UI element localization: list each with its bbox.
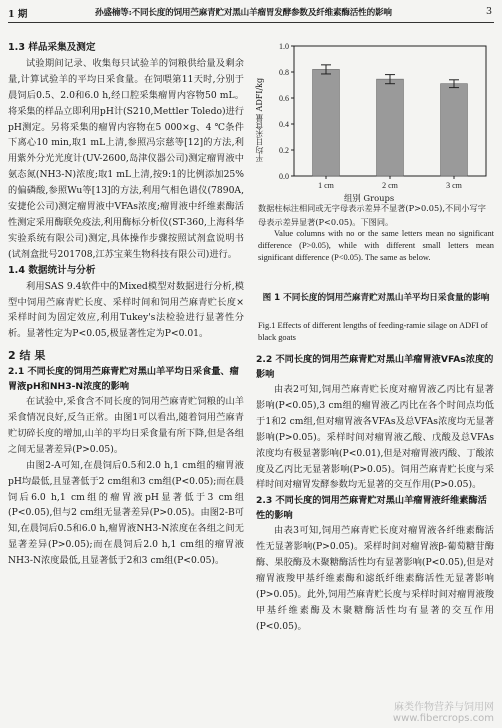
journal-issue: 1 期 — [8, 9, 28, 20]
section-1-4-heading: 1.4 数据统计与分析 — [8, 264, 96, 276]
running-title: 孙盛楠等:不同长度的饲用苎麻青贮对黑山羊瘤胃发酵参数及纤维素酶活性的影响 — [95, 8, 392, 18]
header-rule — [8, 22, 494, 23]
watermark — [393, 702, 494, 724]
x-axis-label: 组别 Groups — [344, 193, 395, 203]
bar-1cm — [313, 69, 340, 176]
x-tick-label: 3 cm — [446, 181, 462, 190]
section-1-3-text: 试验期间记录、收集每只试验羊的饲粮供给量及剩余量,计算试验羊的平均日采食量。在饲喂第11天时,分别于晨饲后0.5、2.0和6.0 h,经口腔采集瘤胃内容物50 mL。将采集的样品立即利用pH计(S210,Mettler Toledo)进行pH测定。另将采集的瘤胃内容物在5 000×g、4 ℃条件下离心10 min,取1 mL上清,参照冯宗慈等[12]的方法,利用紫外分光光度计(UV-2600,岛津仪器公司)测定瘤胃液中氨态氮(NH3-N)浓度;取1 mL上清,按9:1的比例添加25%的偏磷酸,参照Wu等[13]的方法,利用气相色谱仪(7890A,安捷伦公司)测定瘤胃液中VFAs浓度;瘤胃液中纤维素酶活性测定采用酶联免疫法,利用酶标分析仪(ST-360,上海科华实验系统有限公司)测定,具体操作步骤按照试剂盒说明书(试剂盒批号201708,江苏宝莱生物科技有限公司)进行。 — [8, 57, 244, 260]
section-2-3-text: 由表3可知,饲用苎麻青贮长度对瘤胃液各纤维素酶活性无显著影响(P>0.05)。采样时间对瘤胃液β-葡萄糖苷酶酶、果胶酶及木聚糖酶活性均有显著影响(P<0.05),但是对瘤胃液羧甲基纤维素酶和滤纸纤维素酶活性无显著影响(P>0.05)。此外,饲用苎麻青贮长度与采样时间对瘤胃液羧甲基纤维素酶及木聚糖酶活性均有显著的交互作用(P<0.05)。 — [256, 525, 494, 632]
figure-1-caption-zh: 图 1 不同长度的饲用苎麻青贮对黑山羊平均日采食量的影响 — [262, 293, 490, 303]
page-number: 3 — [485, 6, 492, 17]
y-axis-label: 平均日采食量 ADFI/kg — [255, 77, 264, 163]
section-1-3-heading: 1.3 样品采集及测定 — [8, 42, 96, 53]
watermark-line-1: 麻类作物营养与饲用网 — [394, 702, 494, 713]
section-1-4-text: 利用SAS 9.4软件中的Mixed模型对数据进行分析,模型中饲用苎麻青贮长度、采样时间和饲用苎麻青贮长度×采样时间为固定效应,利用Tukey's法检验进行显著性分析。显著性定为P<0.05,极显著性定为P<0.01。 — [8, 280, 244, 340]
figure-1-caption-en: Fig.1 Effects of different lengths of feeding-ramie silage on ADFI of black goats — [258, 321, 488, 343]
figure-note-zh: 数据柱标注相同或无字母表示差异不显著(P>0.05),不同小写字母表示差异显著(P<0.05)。下图同。 — [258, 203, 486, 227]
figure-note-en: Value columns with no or the same letters mean no significant difference (P>0.05), while with different small letters mean significant difference (P<0.05). The same as below. — [258, 229, 494, 263]
watermark-line-2: www.fibercrops.com — [392, 713, 494, 724]
y-tick-label: 1.0 — [279, 42, 289, 51]
section-2-2-text: 由表2可知,饲用苎麻青贮长度对瘤胃液乙丙比有显著影响(P<0.05),3 cm组的瘤胃液乙丙比在各个时间点均低于1和2 cm组,但对瘤胃液各VFAs及总VFAs浓度均无显著影响(P>0.05)。采样时间对瘤胃液乙酸、戊酸及总VFAs浓度均有极显著影响(P<0.01),但是对瘤胃液丙酸、丁酸浓度及乙丙比无显著影响(P>0.05)。饲用苎麻青贮长度与采样时间对瘤胃发酵参数均无显著的交互作用(P>0.05)。 — [256, 384, 494, 491]
y-tick-label: 0.0 — [279, 172, 289, 181]
bar-chart-svg — [258, 40, 494, 190]
section-2-1-text-2: 由图2-A可知,在晨饲后0.5和2.0 h,1 cm组的瘤胃液pH均最低,且显著低于2 cm组和3 cm组(P<0.05);而在晨饲后6.0 h,1 cm组的瘤胃液pH显著低于3 cm组(P<0.05),但与2 cm组无显著差异(P>0.05)。由图2-B可知,在晨饲后0.5和6.0 h,瘤胃液NH3-N浓度在各组之间无显著差异(P>0.05);而在晨饲后2.0 h,1 cm组的瘤胃液NH3-N浓度最低,且显著低于2和3 cm组(P<0.05)。 — [8, 459, 244, 567]
bar-3cm — [441, 84, 468, 176]
section-2-1-text-1: 在试验中,采食含不同长度的饲用苎麻青贮饲粮的山羊采食情况良好,反刍正常。由图1可以看出,随着饲用苎麻青贮切碎长度的增加,山羊的平均日采食量有所下降,但是各组之间无显著差异(P>0.05)。 — [8, 396, 244, 455]
bar-2cm — [377, 79, 404, 176]
section-2-1-heading: 2.1 不同长度的饲用苎麻青贮对黑山羊平均日采食量、瘤胃液pH和NH3-N浓度的影响 — [8, 366, 239, 393]
x-tick-label: 1 cm — [318, 181, 334, 190]
right-column — [256, 352, 494, 635]
y-tick-label: 0.4 — [279, 120, 289, 129]
figure-1-chart — [258, 40, 494, 190]
section-2-2-heading: 2.2 不同长度的饲用苎麻青贮对黑山羊瘤胃液VFAs浓度的影响 — [256, 354, 494, 380]
y-tick-label: 0.6 — [279, 94, 289, 103]
y-tick-label: 0.2 — [279, 146, 289, 155]
x-tick-label: 2 cm — [382, 181, 398, 190]
section-2-heading: 2 结 果 — [8, 349, 46, 363]
left-column — [8, 40, 244, 569]
y-tick-label: 0.8 — [279, 68, 289, 77]
section-2-3-heading: 2.3 不同长度的饲用苎麻青贮对黑山羊瘤胃液纤维素酶活性的影响 — [256, 495, 487, 522]
